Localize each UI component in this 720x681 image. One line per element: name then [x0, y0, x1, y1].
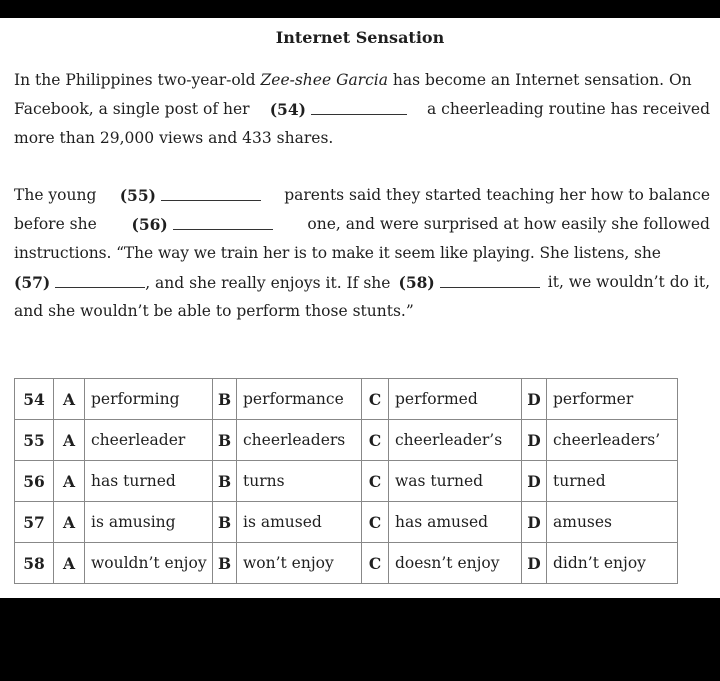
- page-title: Internet Sensation: [275, 28, 445, 47]
- gap-number-56: (56): [131, 215, 168, 234]
- blank-57[interactable]: [55, 272, 145, 288]
- option-letter-c: C: [362, 379, 389, 420]
- option-d[interactable]: turned: [547, 461, 678, 502]
- p2-line-3: instructions. “The way we train her is to make it seem like playing. She listens, she: [14, 244, 661, 262]
- text-run: before she: [14, 215, 97, 233]
- option-letter-a: A: [54, 379, 85, 420]
- p2-line-5: and she wouldn’t be able to perform those stunts.”: [14, 302, 414, 320]
- option-letter-c: C: [362, 502, 389, 543]
- option-row-55: [15, 420, 678, 461]
- p1-line-2: [14, 95, 710, 124]
- text-run: has become an Internet sensation. On: [387, 71, 692, 89]
- option-letter-b: B: [213, 379, 237, 420]
- p2-line-1: [14, 181, 710, 210]
- gap-number-55: (55): [119, 186, 156, 205]
- option-letter-d: D: [522, 502, 547, 543]
- p1-line-3: more than 29,000 views and 433 shares.: [14, 129, 334, 147]
- gap-number-54: (54): [269, 100, 306, 119]
- text-run: parents said they started teaching her how to balance: [284, 186, 710, 204]
- option-a[interactable]: performing: [85, 379, 213, 420]
- option-letter-a: A: [54, 420, 85, 461]
- option-b[interactable]: performance: [237, 379, 362, 420]
- option-c[interactable]: doesn’t enjoy: [389, 543, 522, 584]
- question-number: 58: [15, 543, 54, 584]
- option-letter-b: B: [213, 461, 237, 502]
- option-d[interactable]: didn’t enjoy: [547, 543, 678, 584]
- option-a[interactable]: has turned: [85, 461, 213, 502]
- option-b[interactable]: won’t enjoy: [237, 543, 362, 584]
- text-run: Facebook, a single post of her: [14, 100, 250, 118]
- option-letter-b: B: [213, 502, 237, 543]
- blank-56[interactable]: [173, 214, 273, 230]
- blank-54[interactable]: [311, 99, 407, 115]
- question-number: 57: [15, 502, 54, 543]
- gap-number-58: (58): [398, 273, 435, 292]
- blank-55[interactable]: [161, 185, 261, 201]
- option-row-58: [15, 543, 678, 584]
- option-letter-c: C: [362, 420, 389, 461]
- option-letter-a: A: [54, 502, 85, 543]
- option-d[interactable]: performer: [547, 379, 678, 420]
- text-run: one, and were surprised at how easily she followed: [307, 215, 710, 233]
- text-run: In the Philippines two-year-old: [14, 71, 261, 89]
- option-c[interactable]: cheerleader’s: [389, 420, 522, 461]
- option-c[interactable]: has amused: [389, 502, 522, 543]
- option-letter-d: D: [522, 461, 547, 502]
- option-row-56: [15, 461, 678, 502]
- option-a[interactable]: wouldn’t enjoy: [85, 543, 213, 584]
- option-a[interactable]: cheerleader: [85, 420, 213, 461]
- blank-58[interactable]: [440, 272, 540, 288]
- question-number: 56: [15, 461, 54, 502]
- option-letter-d: D: [522, 420, 547, 461]
- option-letter-c: C: [362, 461, 389, 502]
- text-run: it, we wouldn’t do it,: [547, 273, 710, 291]
- option-letter-d: D: [522, 379, 547, 420]
- paragraph-1: [14, 66, 710, 153]
- text-run: The young: [14, 186, 97, 204]
- option-letter-a: A: [54, 543, 85, 584]
- option-d[interactable]: amuses: [547, 502, 678, 543]
- gap-number-57: (57): [14, 273, 51, 292]
- question-number: 55: [15, 420, 54, 461]
- p1-line-1: [14, 66, 710, 95]
- paragraph-2: [14, 181, 710, 326]
- option-letter-b: B: [213, 543, 237, 584]
- option-a[interactable]: is amusing: [85, 502, 213, 543]
- p2-line-4: [14, 268, 710, 297]
- option-b[interactable]: is amused: [237, 502, 362, 543]
- option-d[interactable]: cheerleaders’: [547, 420, 678, 461]
- option-row-54: [15, 379, 678, 420]
- text-run: a cheerleading routine has received: [426, 100, 710, 118]
- option-c[interactable]: performed: [389, 379, 522, 420]
- option-letter-d: D: [522, 543, 547, 584]
- option-letter-b: B: [213, 420, 237, 461]
- option-row-57: [15, 502, 678, 543]
- option-c[interactable]: was turned: [389, 461, 522, 502]
- option-letter-a: A: [54, 461, 85, 502]
- name-italic: Zee-shee Garcia: [260, 71, 388, 89]
- text-run: , and she really enjoys it. If she: [145, 274, 391, 292]
- option-letter-c: C: [362, 543, 389, 584]
- p2-line-2: [14, 210, 710, 239]
- option-b[interactable]: turns: [237, 461, 362, 502]
- question-number: 54: [15, 379, 54, 420]
- options-table: [14, 378, 678, 584]
- worksheet-page: [0, 18, 720, 598]
- option-b[interactable]: cheerleaders: [237, 420, 362, 461]
